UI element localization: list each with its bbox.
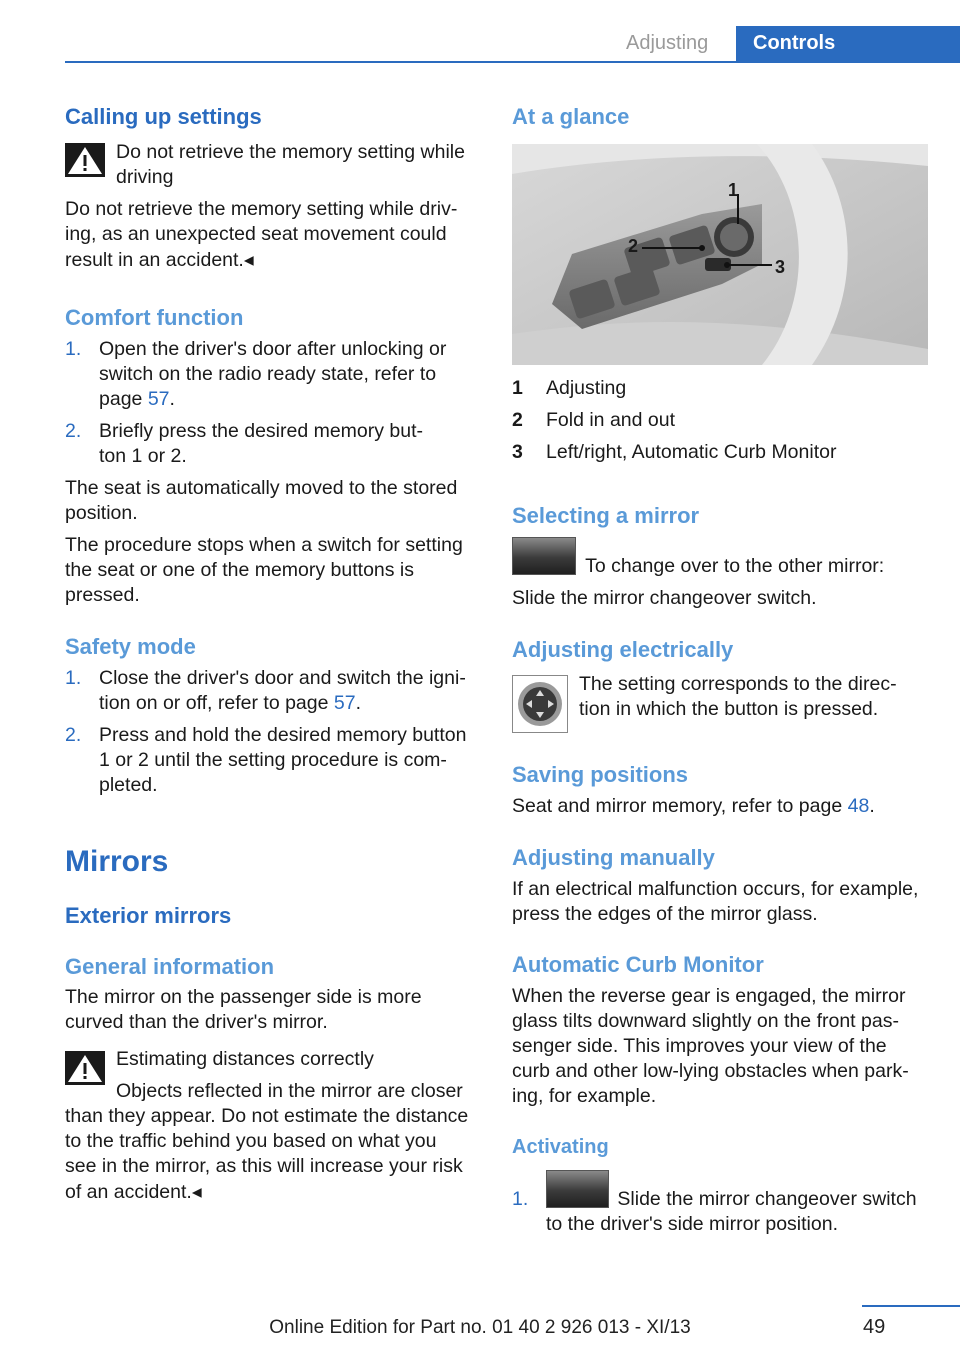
comfort-p2-l3: pressed.: [65, 584, 140, 606]
calling-body-3: result in an accident.◂: [65, 249, 254, 271]
comfort-p2-l2: the seat or one of the memory buttons is: [65, 559, 415, 581]
safety-item1-l2: [99, 692, 361, 715]
activating-item1-num: 1.: [512, 1188, 529, 1210]
curb-l4: curb and other low-lying obstacles when park‐: [512, 1060, 909, 1082]
comfort-item2-l1: Briefly press the desired memory but‐: [99, 420, 424, 442]
calling-warning-title-1: Do not retrieve the memory setting while: [116, 141, 465, 163]
curb-title: Automatic Curb Monitor: [512, 952, 764, 977]
saving-l1-end: .: [869, 795, 875, 817]
comfort-item2-num: 2.: [65, 420, 82, 442]
caption-3-text: Left/right, Automatic Curb Monitor: [546, 441, 837, 463]
safety-item2-l3: pleted.: [99, 774, 158, 796]
footer-edition: Online Edition for Part no. 01 40 2 926 013 - XI/13: [269, 1317, 691, 1338]
estimating-l3: to the traffic behind you based on what you: [65, 1130, 437, 1152]
curb-l1: When the reverse gear is engaged, the mirror: [512, 985, 906, 1007]
comfort-p1-l2: position.: [65, 502, 138, 524]
saving-title: Saving positions: [512, 762, 689, 787]
saving-l1-text: Seat and mirror memory, refer to page: [512, 795, 848, 817]
safety-item2-l1: Press and hold the desired memory button: [99, 724, 467, 746]
estimating-l1: Objects reflected in the mirror are closer: [116, 1080, 463, 1102]
caption-3-num: 3: [512, 441, 523, 463]
safety-item2-num: 2.: [65, 724, 82, 746]
estimating-warning-title: Estimating distances correctly: [116, 1048, 374, 1070]
safety-item1-num: 1.: [65, 667, 82, 689]
comfort-item1-l3-end: .: [169, 388, 175, 410]
comfort-p1-l1: The seat is automatically moved to the stored: [65, 477, 458, 499]
safety-title: Safety mode: [65, 634, 196, 659]
comfort-item1-l3: [99, 388, 175, 411]
calling-body-1: Do not retrieve the memory setting while driv‐: [65, 198, 458, 220]
comfort-title: Comfort function: [65, 305, 244, 330]
comfort-item1-num: 1.: [65, 338, 82, 360]
page-link-48[interactable]: 48: [847, 795, 870, 817]
footer-rule: [862, 1305, 960, 1307]
activating-item1-l1: Slide the mirror changeover switch: [612, 1188, 917, 1210]
curb-l2: glass tilts downward slightly on the front pas‐: [512, 1010, 899, 1032]
selecting-l2: Slide the mirror changeover switch.: [512, 587, 817, 609]
warning-triangle-icon: [65, 1051, 105, 1085]
comfort-p2-l1: The procedure stops when a switch for setting: [65, 534, 463, 556]
activating-item1-l2: to the driver's side mirror position.: [546, 1213, 838, 1235]
page-number: 49: [863, 1316, 886, 1338]
warning-triangle-icon: [65, 143, 105, 177]
electric-title: Adjusting electrically: [512, 637, 734, 662]
header-section: Adjusting: [626, 32, 709, 54]
calling-warning-title-2: driving: [116, 166, 174, 188]
callout-3: 3: [775, 257, 786, 277]
general-info-title: General information: [65, 954, 275, 979]
caption-2-num: 2: [512, 409, 523, 431]
callout-1: 1: [728, 180, 739, 200]
manual-title: Adjusting manually: [512, 845, 715, 870]
selecting-title: Selecting a mirror: [512, 503, 700, 528]
comfort-item1-l2: switch on the radio ready state, refer to: [99, 363, 437, 385]
safety-item1-l2-end: .: [355, 692, 362, 714]
header-chapter-tab: Controls: [736, 26, 960, 63]
estimating-l2: than they appear. Do not estimate the distance: [65, 1105, 469, 1127]
page-link-57b[interactable]: 57: [333, 692, 356, 714]
comfort-item1-l3-text: page: [99, 388, 148, 410]
mirror-changeover-switch-icon: [546, 1170, 609, 1208]
comfort-item1-l1: Open the driver's door after unlocking or: [99, 338, 447, 360]
safety-item1-l2-text: tion on or off, refer to page: [99, 692, 334, 714]
safety-item2-l2: 1 or 2 until the setting procedure is com‐: [99, 749, 447, 771]
page-link-57[interactable]: 57: [147, 388, 170, 410]
caption-1-text: Adjusting: [546, 377, 627, 399]
exterior-mirrors-title: Exterior mirrors: [65, 903, 232, 928]
glance-title: At a glance: [512, 104, 630, 129]
general-l2: curved than the driver's mirror.: [65, 1011, 328, 1033]
curb-l3: senger side. This improves your view of the: [512, 1035, 887, 1057]
mirrors-title: Mirrors: [65, 845, 169, 878]
caption-2-text: Fold in and out: [546, 409, 676, 431]
mirror-controls-illustration: [512, 144, 928, 365]
saving-l1: [512, 795, 875, 818]
calling-body-2: ing, as an unexpected seat movement could: [65, 223, 447, 245]
activating-title: Activating: [512, 1136, 609, 1158]
calling-title: Calling up settings: [65, 104, 262, 129]
caption-1-num: 1: [512, 377, 523, 399]
callout-2: 2: [628, 236, 639, 256]
selecting-l1: To change over to the other mirror:: [580, 555, 885, 577]
electric-l2: tion in which the button is pressed.: [579, 698, 879, 720]
mirror-adjust-button-icon: [512, 675, 568, 733]
electric-l1: The setting corresponds to the direc‐: [579, 673, 897, 695]
safety-item1-l1: Close the driver's door and switch the igni‐: [99, 667, 466, 689]
curb-l5: ing, for example.: [512, 1085, 657, 1107]
header-rule: [65, 61, 960, 63]
mirror-changeover-switch-icon: [512, 537, 576, 575]
comfort-item2-l2: ton 1 or 2.: [99, 445, 187, 467]
manual-l2: press the edges of the mirror glass.: [512, 903, 818, 925]
estimating-l5: of an accident.◂: [65, 1181, 202, 1203]
estimating-l4: see in the mirror, as this will increase your risk: [65, 1155, 463, 1177]
manual-l1: If an electrical malfunction occurs, for example,: [512, 878, 919, 900]
general-l1: The mirror on the passenger side is more: [65, 986, 422, 1008]
